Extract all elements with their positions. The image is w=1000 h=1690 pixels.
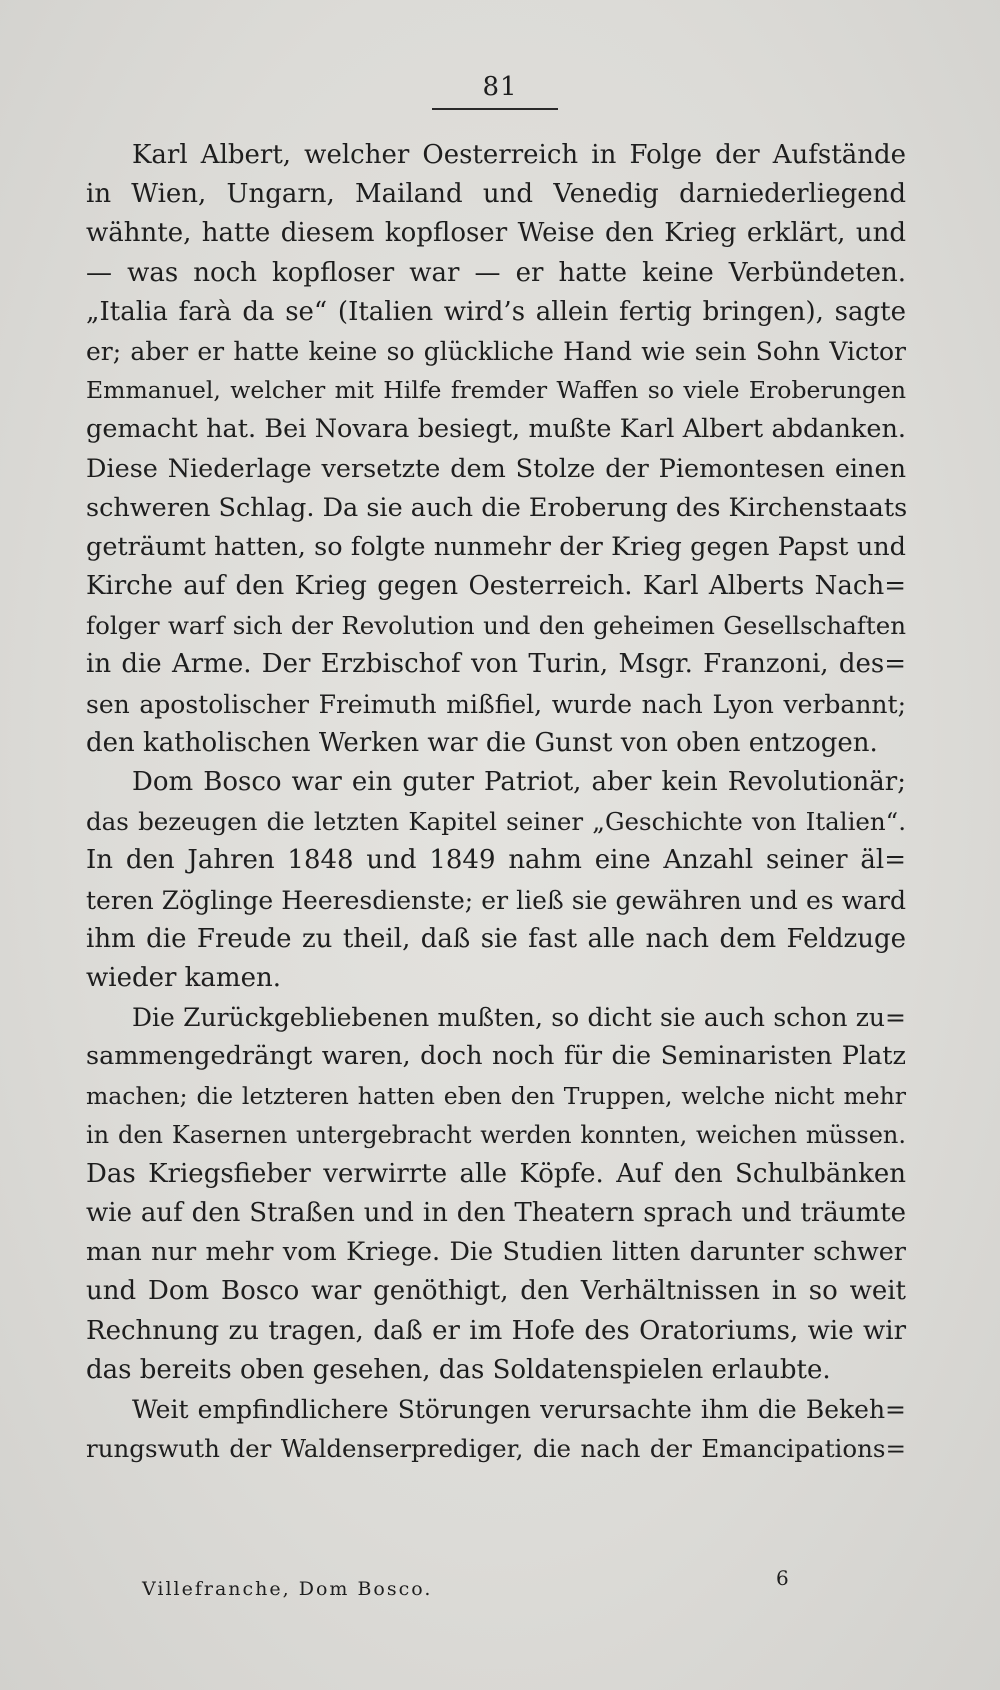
text-line: in die Arme. Der Erzbischof von Turin, Msgr. Franzoni, des= <box>86 649 906 680</box>
text-line: Karl Albert, welcher Oesterreich in Folge der Aufstände <box>132 140 906 170</box>
text-line: wieder kamen. <box>86 962 281 993</box>
text-line: in Wien, Ungarn, Mailand und Venedig darniederliegend <box>86 179 906 210</box>
header-rule <box>432 108 558 110</box>
text-line: und Dom Bosco war genöthigt, den Verhältnissen in so weit <box>86 1276 906 1307</box>
text-line: wie auf den Straßen und in den Theatern sprach und träumte <box>86 1198 906 1229</box>
text-line: teren Zöglinge Heeresdienste; er ließ sie gewähren und es ward <box>86 885 906 915</box>
text-line: geträumt hatten, so folgte nunmehr der Krieg gegen Papst und <box>86 531 906 562</box>
text-line: Diese Niederlage versetzte dem Stolze der Piemontesen einen <box>86 453 906 484</box>
text-line: wähnte, hatte diesem kopfloser Weise den Krieg erklärt, und <box>86 218 906 249</box>
text-line: rungswuth der Waldenserprediger, die nach der Emancipations= <box>86 1434 906 1464</box>
text-line: das bereits oben gesehen, das Soldatenspielen erlaubte. <box>86 1354 831 1385</box>
text-line: Die Zurückgebliebenen mußten, so dicht sie auch schon zu= <box>132 1003 906 1033</box>
signature-mark: 6 <box>776 1566 789 1590</box>
footer-title: Villefranche, Dom Bosco. <box>142 1578 433 1600</box>
text-line: das bezeugen die letzten Kapitel seiner „Geschichte von Italien“. <box>86 807 906 837</box>
text-line: folger warf sich der Revolution und den geheimen Gesellschaften <box>86 611 906 641</box>
text-line: schweren Schlag. Da sie auch die Eroberung des Kirchenstaats <box>86 492 908 523</box>
text-line: den katholischen Werken war die Gunst von oben entzogen. <box>86 727 878 758</box>
text-line: Kirche auf den Krieg gegen Oesterreich. Karl Alberts Nach= <box>86 571 906 602</box>
text-line: sen apostolischer Freimuth mißfiel, wurde nach Lyon verbannt; <box>86 689 906 719</box>
text-line: er; aber er hatte keine so glückliche Hand wie sein Sohn Victor <box>86 336 906 366</box>
text-line: gemacht hat. Bei Novara besiegt, mußte Karl Albert abdanken. <box>86 414 906 445</box>
text-line: ihm die Freude zu theil, daß sie fast alle nach dem Feldzuge <box>86 923 906 954</box>
text-line: Emmanuel, welcher mit Hilfe fremder Waffen so viele Eroberungen <box>86 376 906 405</box>
text-line: sammengedrängt waren, doch noch für die Seminaristen Platz <box>86 1041 906 1072</box>
text-line: Das Kriegsfieber verwirrte alle Köpfe. Auf den Schulbänken <box>86 1158 906 1189</box>
page-number: 81 <box>482 72 518 102</box>
text-line: man nur mehr vom Kriege. Die Studien litten darunter schwer <box>86 1237 906 1268</box>
body-text <box>86 136 906 1468</box>
text-line: Dom Bosco war ein guter Patriot, aber kein Revolutionär; <box>132 767 906 797</box>
text-line: machen; die letzteren hatten eben den Truppen, welche nicht mehr <box>86 1081 906 1110</box>
text-line: In den Jahren 1848 und 1849 nahm eine Anzahl seiner äl= <box>86 845 906 876</box>
text-line: — was noch kopfloser war — er hatte keine Verbündeten. <box>86 257 906 288</box>
text-line: Weit empfindlichere Störungen verursachte ihm die Bekeh= <box>132 1395 906 1424</box>
text-line: Rechnung zu tragen, daß er im Hofe des Oratoriums, wie wir <box>86 1315 906 1346</box>
text-line: „Italia farà da se“ (Italien wird’s allein fertig bringen), sagte <box>86 296 906 327</box>
text-line: in den Kasernen untergebracht werden konnten, weichen müssen. <box>86 1120 906 1149</box>
